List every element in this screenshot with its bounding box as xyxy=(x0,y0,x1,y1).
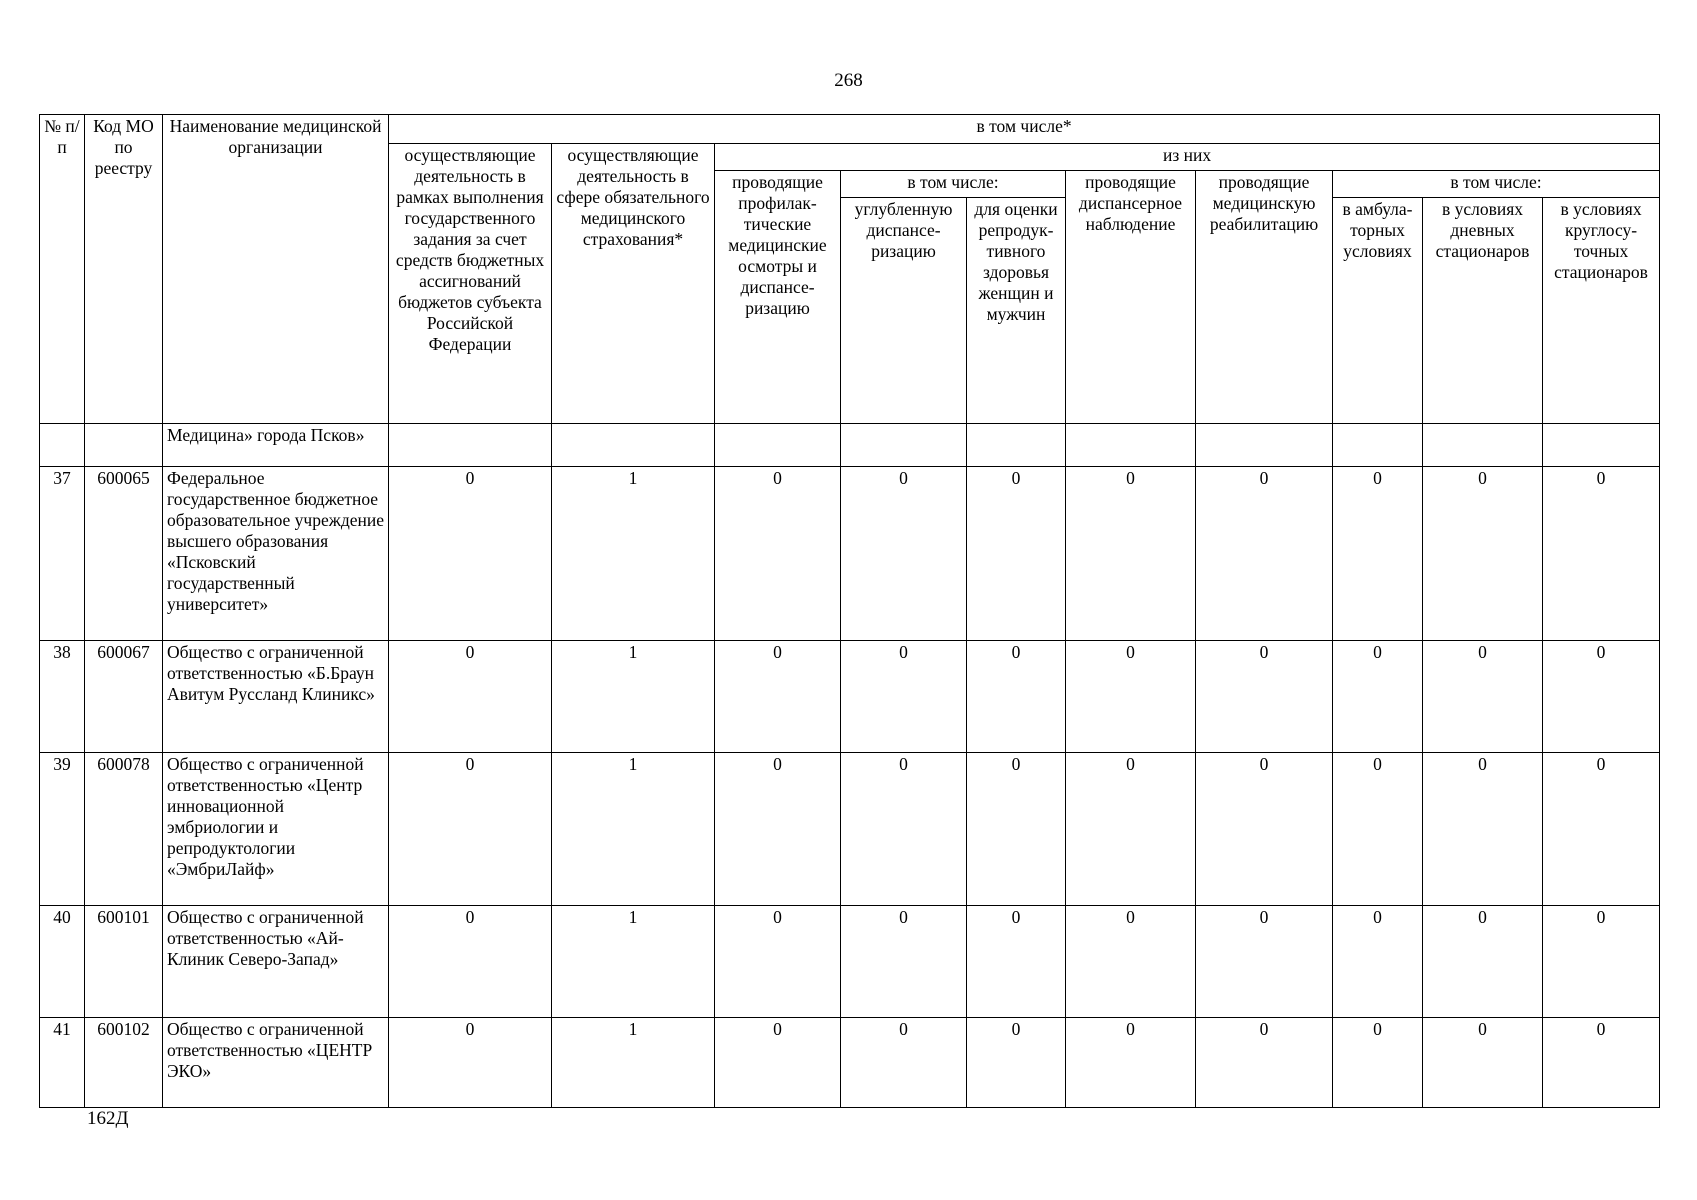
row-value: 0 xyxy=(1196,641,1333,753)
row-value: 0 xyxy=(1423,641,1543,753)
row-value: 0 xyxy=(1543,641,1660,753)
row-value: 0 xyxy=(1196,467,1333,641)
row-num: 37 xyxy=(40,467,85,641)
row-value: 0 xyxy=(1066,467,1196,641)
row-value: 1 xyxy=(552,1018,715,1108)
row-value: 0 xyxy=(1423,467,1543,641)
row-value: 0 xyxy=(715,641,841,753)
row-value: 0 xyxy=(841,906,967,1018)
header-round-hosp: в условиях круглосу-точных стационаров xyxy=(1543,198,1660,424)
row-value: 0 xyxy=(1333,753,1423,906)
row-value: 0 xyxy=(389,1018,552,1108)
medical-organizations-table xyxy=(39,114,1660,1108)
header-including-2: в том числе: xyxy=(1333,171,1660,198)
header-prof-exams: проводящие профилак-тические медицинские осмотры и диспансе-ризацию xyxy=(715,171,841,424)
row-value: 0 xyxy=(389,906,552,1018)
row-value: 0 xyxy=(1423,906,1543,1018)
row-value: 0 xyxy=(1543,753,1660,906)
row-value: 0 xyxy=(1196,1018,1333,1108)
header-deep-disp: углубленную диспансе-ризацию xyxy=(841,198,967,424)
row-value: 1 xyxy=(552,467,715,641)
row-value: 0 xyxy=(1423,1018,1543,1108)
row-num: 41 xyxy=(40,1018,85,1108)
row-name: Общество с ограниченной ответственностью «ЦЕНТР ЭКО» xyxy=(163,1018,389,1108)
footer-code: 162Д xyxy=(87,1108,129,1129)
row-value: 0 xyxy=(967,906,1066,1018)
row-value: 1 xyxy=(552,906,715,1018)
row-value: 0 xyxy=(389,641,552,753)
row-value: 0 xyxy=(715,1018,841,1108)
header-oms: осуществляющие деятельность в сфере обязательного медицинского страхования* xyxy=(552,144,715,424)
row-value: 0 xyxy=(1543,467,1660,641)
row-code: 600101 xyxy=(85,906,163,1018)
row-value: 1 xyxy=(552,641,715,753)
header-rehab: проводящие медицинскую реабилитацию xyxy=(1196,171,1333,424)
table-row xyxy=(40,906,1660,1018)
page-number: 268 xyxy=(834,70,863,91)
row-code: 600102 xyxy=(85,1018,163,1108)
row-code: 600065 xyxy=(85,467,163,641)
table-row xyxy=(40,641,1660,753)
header-including-star: в том числе* xyxy=(389,115,1660,144)
header-repro: для оценки репродук-тивного здоровья женщин и мужчин xyxy=(967,198,1066,424)
row-value: 0 xyxy=(841,641,967,753)
row-value: 0 xyxy=(967,753,1066,906)
row-value: 0 xyxy=(967,1018,1066,1108)
row-value: 0 xyxy=(841,753,967,906)
row-value: 0 xyxy=(967,641,1066,753)
row-value: 0 xyxy=(1333,641,1423,753)
continuation-num-cell xyxy=(40,424,85,467)
row-value: 0 xyxy=(1333,1018,1423,1108)
row-value: 0 xyxy=(715,753,841,906)
header-disp-obs: проводящие диспансерное наблюдение xyxy=(1066,171,1196,424)
row-value: 0 xyxy=(715,906,841,1018)
table-row xyxy=(40,753,1660,906)
table-row xyxy=(40,1018,1660,1108)
row-value: 1 xyxy=(552,753,715,906)
row-value: 0 xyxy=(1333,467,1423,641)
row-num: 40 xyxy=(40,906,85,1018)
row-value: 0 xyxy=(1543,906,1660,1018)
row-value: 0 xyxy=(841,467,967,641)
header-day-hosp: в условиях дневных стационаров xyxy=(1423,198,1543,424)
header-ambul: в амбула-торных условиях xyxy=(1333,198,1423,424)
row-value: 0 xyxy=(389,753,552,906)
row-value: 0 xyxy=(1066,753,1196,906)
row-code: 600078 xyxy=(85,753,163,906)
continuation-code-cell xyxy=(85,424,163,467)
row-num: 38 xyxy=(40,641,85,753)
row-value: 0 xyxy=(715,467,841,641)
row-value: 0 xyxy=(967,467,1066,641)
row-value: 0 xyxy=(1543,1018,1660,1108)
row-code: 600067 xyxy=(85,641,163,753)
header-state-task: осуществляющие деятельность в рамках выполнения государственного задания за счет средств бюджетных ассигнований бюджетов субъекта Российской Федерации xyxy=(389,144,552,424)
row-name: Общество с ограниченной ответственностью «Б.Браун Авитум Руссланд Клиникс» xyxy=(163,641,389,753)
row-value: 0 xyxy=(1066,1018,1196,1108)
header-including-1: в том числе: xyxy=(841,171,1066,198)
row-name: Общество с ограниченной ответственностью «Ай-Клиник Северо-Запад» xyxy=(163,906,389,1018)
header-num: № п/п xyxy=(40,115,85,424)
continuation-name: Медицина» города Псков» xyxy=(163,424,389,467)
row-name: Федеральное государственное бюджетное образовательное учреждение высшего образования «Псковский государственный университет» xyxy=(163,467,389,641)
header-code: Код МО по реестру xyxy=(85,115,163,424)
row-value: 0 xyxy=(1066,641,1196,753)
table-row xyxy=(40,467,1660,641)
row-value: 0 xyxy=(1196,753,1333,906)
header-name: Наименование медицинской организации xyxy=(163,115,389,424)
row-value: 0 xyxy=(389,467,552,641)
row-name: Общество с ограниченной ответственностью «Центр инновационной эмбриологии и репродуктологии «ЭмбриЛайф» xyxy=(163,753,389,906)
row-value: 0 xyxy=(841,1018,967,1108)
row-value: 0 xyxy=(1333,906,1423,1018)
header-of-them: из них xyxy=(715,144,1660,171)
continuation-row xyxy=(40,424,1660,467)
row-value: 0 xyxy=(1196,906,1333,1018)
row-value: 0 xyxy=(1066,906,1196,1018)
row-num: 39 xyxy=(40,753,85,906)
row-value: 0 xyxy=(1423,753,1543,906)
